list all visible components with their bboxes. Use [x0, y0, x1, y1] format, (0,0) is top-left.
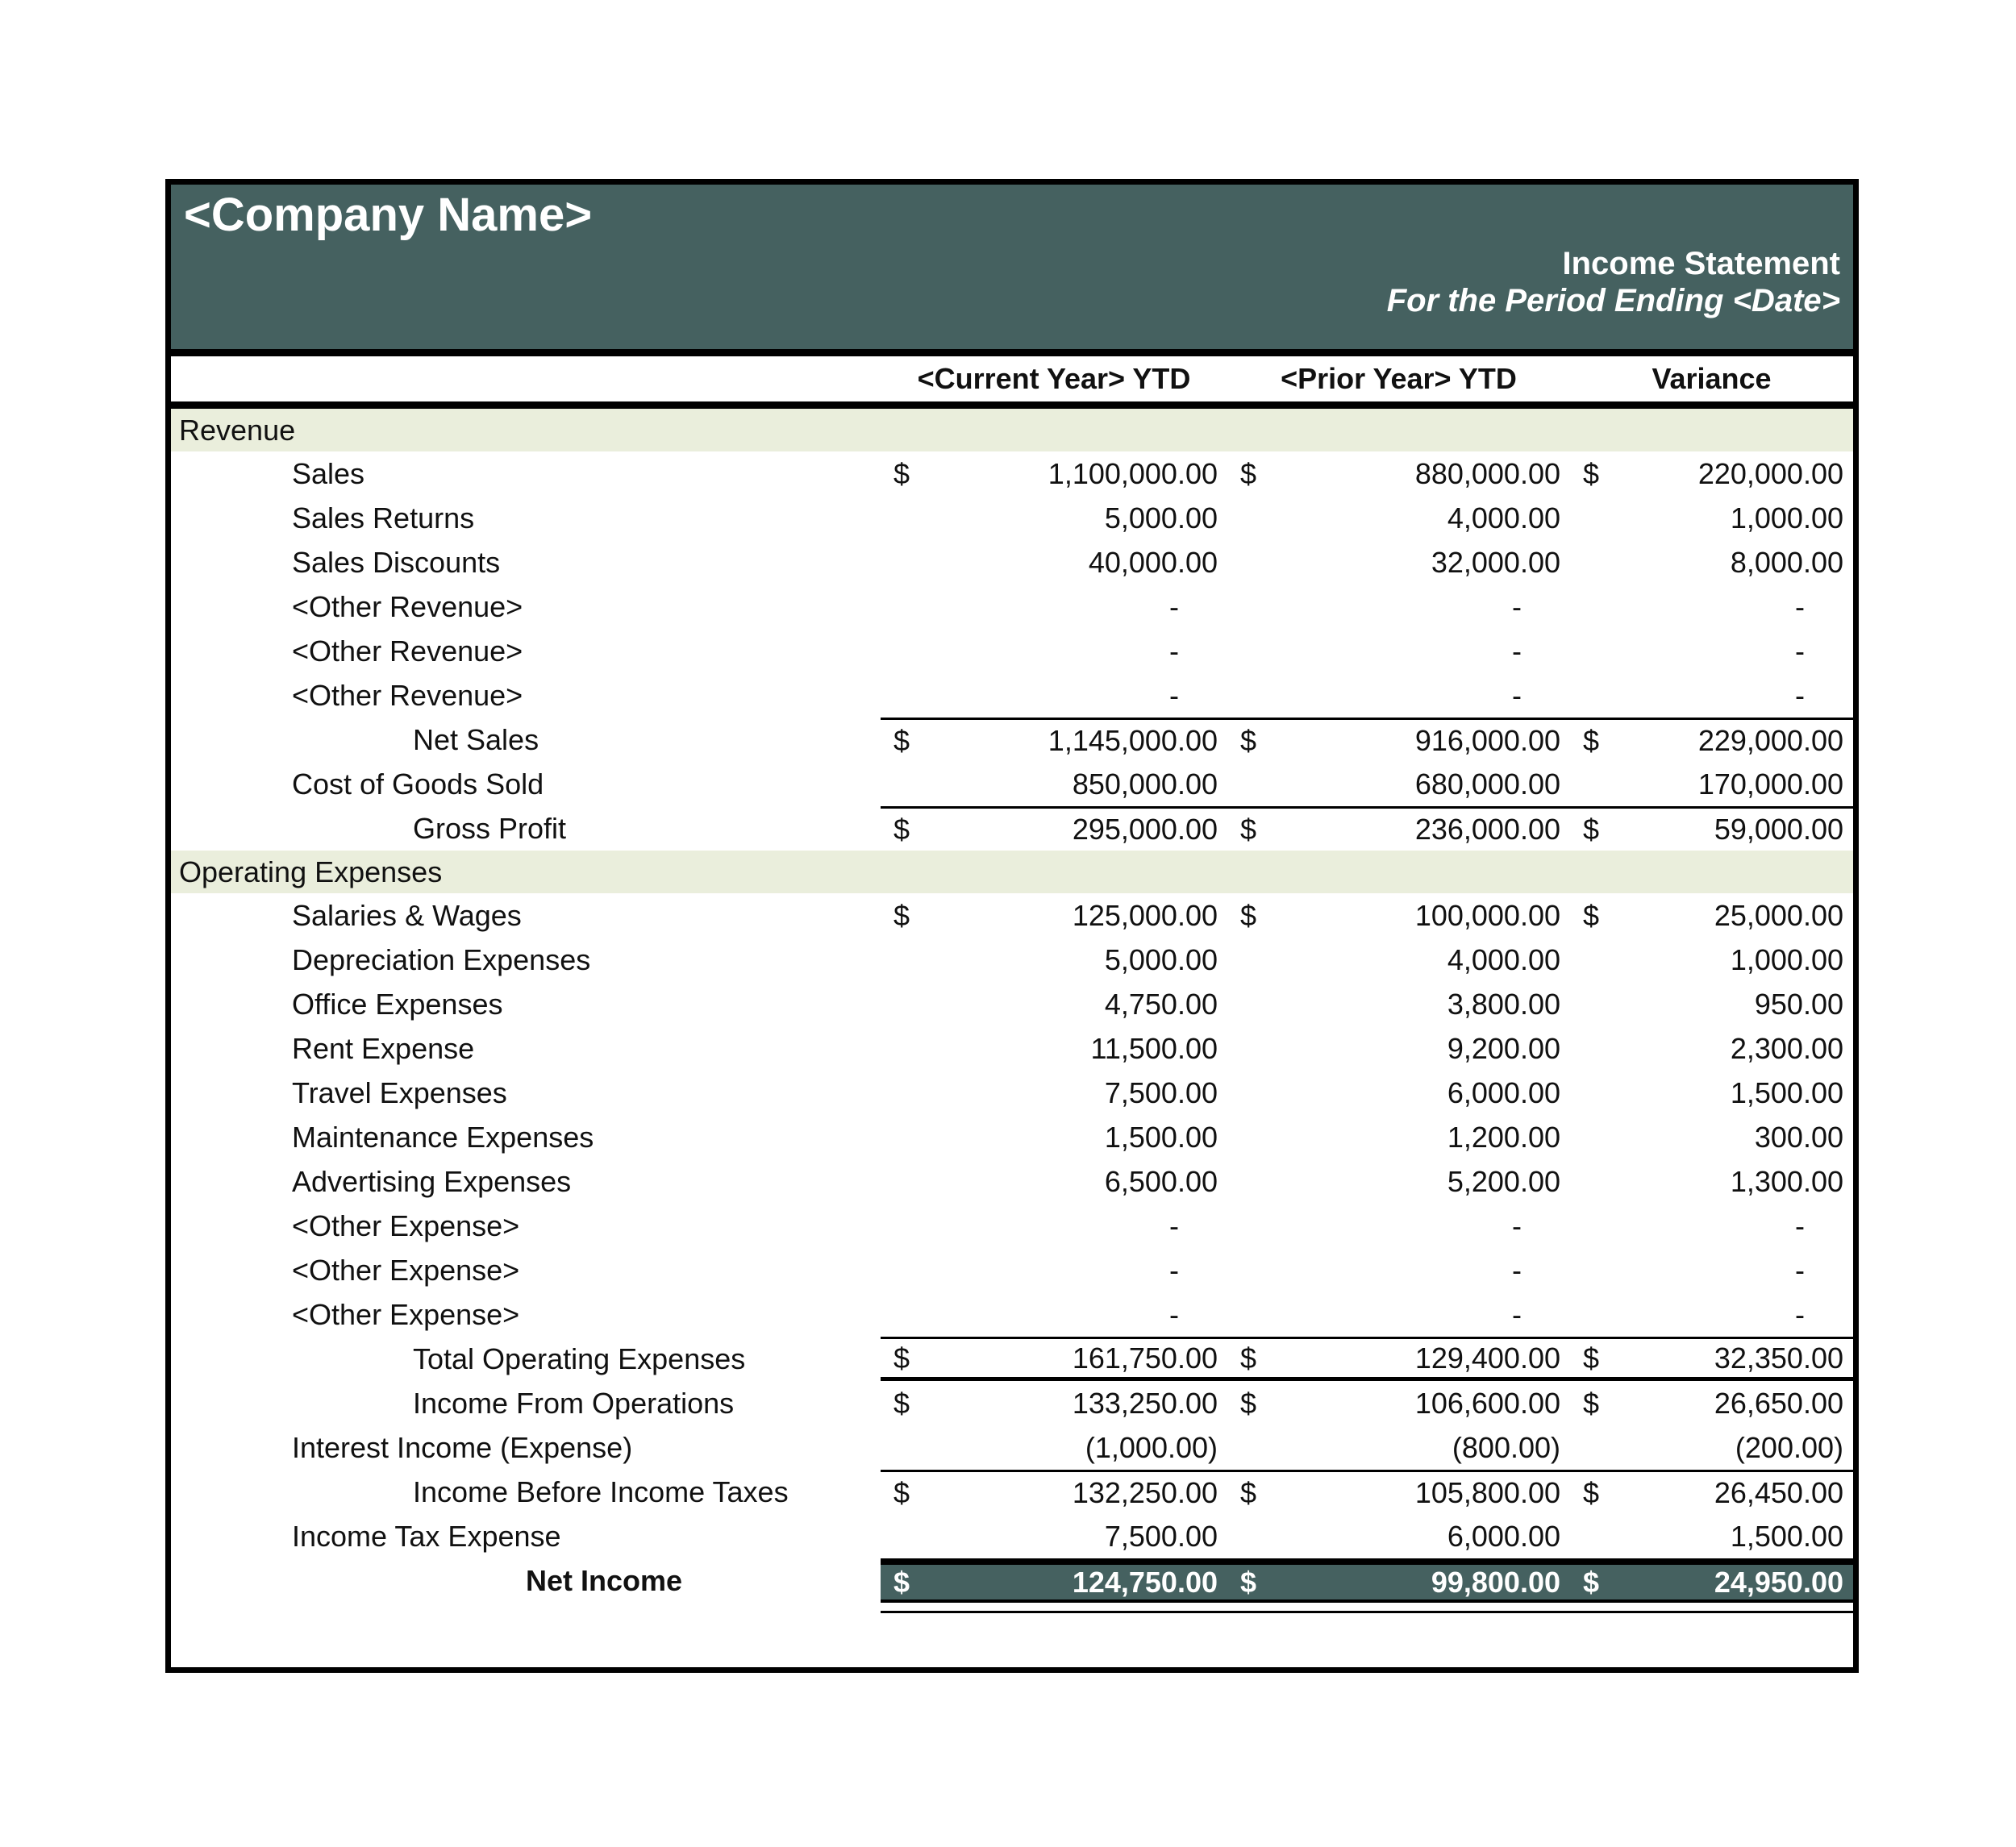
statement-row — [171, 893, 1853, 938]
cell-value: 59,000.00 — [1714, 813, 1843, 846]
cell-value: 133,250.00 — [1072, 1386, 1218, 1420]
cell-value: 5,000.00 — [1104, 501, 1218, 535]
cell-value: 11,500.00 — [1090, 1031, 1218, 1065]
cell-prior-year — [1227, 938, 1570, 982]
cell-variance — [1570, 1159, 1853, 1204]
currency-symbol: $ — [893, 1476, 910, 1509]
cell-value: - — [1512, 634, 1522, 668]
row-label: Depreciation Expenses — [292, 942, 591, 976]
cell-value: 850,000.00 — [1072, 767, 1218, 801]
statement-row — [171, 1425, 1853, 1470]
cell-prior-year — [1227, 1292, 1570, 1337]
statement-row — [171, 1026, 1853, 1071]
row-label: Income Tax Expense — [292, 1519, 561, 1553]
cell-variance — [1570, 982, 1853, 1026]
statement-row — [171, 451, 1853, 496]
cell-current-year — [881, 496, 1227, 540]
cell-value: 1,145,000.00 — [1048, 724, 1218, 757]
cell-prior-year — [1227, 1204, 1570, 1248]
cell-value: - — [1795, 678, 1805, 712]
company-name: <Company Name> — [184, 189, 593, 241]
cell-value: - — [1795, 1253, 1805, 1287]
cell-value: 6,000.00 — [1447, 1519, 1560, 1553]
currency-symbol: $ — [1240, 1476, 1257, 1509]
cell-prior-year — [1227, 540, 1570, 584]
cell-prior-year — [1227, 1425, 1570, 1470]
statement-title: Income Statement — [1562, 245, 1840, 281]
cell-value: - — [1795, 589, 1805, 623]
currency-symbol: $ — [1240, 1341, 1257, 1375]
row-label: <Other Revenue> — [292, 589, 523, 623]
currency-symbol: $ — [1240, 813, 1257, 846]
cell-variance — [1570, 718, 1853, 762]
cell-prior-year — [1227, 893, 1570, 938]
cell-variance — [1570, 1248, 1853, 1292]
cell-variance — [1570, 496, 1853, 540]
cell-prior-year — [1227, 1159, 1570, 1204]
statement-row — [171, 1292, 1853, 1337]
cell-variance — [1570, 938, 1853, 982]
cell-current-year — [881, 629, 1227, 673]
row-label: Office Expenses — [292, 987, 503, 1021]
cell-value: - — [1169, 634, 1179, 668]
currency-symbol: $ — [1583, 813, 1600, 846]
row-label: Income From Operations — [413, 1386, 735, 1420]
statement-row — [171, 1558, 1853, 1603]
cell-value: 40,000.00 — [1088, 545, 1218, 579]
statement-row — [171, 806, 1853, 851]
cell-variance — [1570, 451, 1853, 496]
cell-value: 7,500.00 — [1104, 1075, 1218, 1109]
cell-current-year — [881, 1026, 1227, 1071]
column-header-row — [171, 356, 1853, 409]
cell-value: 5,000.00 — [1104, 942, 1218, 976]
cell-value: 1,000.00 — [1730, 501, 1843, 535]
row-label: Net Sales — [413, 722, 539, 756]
cell-value: (1,000.00) — [1085, 1430, 1218, 1464]
cell-value: 880,000.00 — [1414, 456, 1560, 490]
cell-prior-year — [1227, 584, 1570, 629]
column-header-variance: Variance — [1652, 362, 1772, 395]
currency-symbol: $ — [1240, 898, 1257, 932]
currency-symbol: $ — [893, 1386, 910, 1420]
cell-value: 8,000.00 — [1730, 545, 1843, 579]
cell-value: 950.00 — [1754, 987, 1843, 1021]
cell-current-year — [881, 1558, 1227, 1603]
cell-current-year — [881, 893, 1227, 938]
currency-symbol: $ — [1240, 456, 1257, 490]
currency-symbol: $ — [893, 1341, 910, 1375]
currency-symbol: $ — [1583, 1565, 1600, 1599]
income-statement-sheet — [165, 179, 1859, 1673]
cell-value: 124,750.00 — [1072, 1565, 1218, 1599]
row-label: Gross Profit — [413, 811, 567, 845]
cell-value: 105,800.00 — [1414, 1476, 1560, 1509]
cell-value: 3,800.00 — [1447, 987, 1560, 1021]
cell-value: 236,000.00 — [1414, 813, 1560, 846]
row-label: Net Income — [526, 1563, 683, 1597]
cell-value: - — [1512, 1253, 1522, 1287]
statement-row — [171, 1071, 1853, 1115]
statement-period: For the Period Ending <Date> — [1386, 282, 1840, 318]
cell-value: 6,000.00 — [1447, 1075, 1560, 1109]
cell-variance — [1570, 762, 1853, 806]
cell-value: 32,000.00 — [1431, 545, 1560, 579]
cell-current-year — [881, 1204, 1227, 1248]
cell-value: 161,750.00 — [1072, 1341, 1218, 1375]
cell-value: 1,300.00 — [1730, 1164, 1843, 1198]
cell-value: 7,500.00 — [1104, 1519, 1218, 1553]
statement-rows — [171, 409, 1853, 1667]
cell-prior-year — [1227, 1470, 1570, 1514]
row-label: Total Operating Expenses — [413, 1342, 746, 1375]
cell-prior-year — [1227, 1514, 1570, 1558]
cell-value: 1,100,000.00 — [1048, 456, 1218, 490]
statement-row — [171, 938, 1853, 982]
row-label: Sales — [292, 456, 365, 490]
cell-value: 1,200.00 — [1447, 1120, 1560, 1154]
cell-value: 26,450.00 — [1714, 1476, 1843, 1509]
cell-value: 9,200.00 — [1447, 1031, 1560, 1065]
cell-value: 4,000.00 — [1447, 501, 1560, 535]
cell-variance — [1570, 1204, 1853, 1248]
cell-current-year — [881, 1514, 1227, 1558]
cell-prior-year — [1227, 1071, 1570, 1115]
cell-value: 132,250.00 — [1072, 1476, 1218, 1509]
cell-prior-year — [1227, 496, 1570, 540]
currency-symbol: $ — [1240, 724, 1257, 757]
row-label: <Other Expense> — [292, 1297, 520, 1331]
statement-row — [171, 1159, 1853, 1204]
row-label: Travel Expenses — [292, 1075, 507, 1109]
row-label: Rent Expense — [292, 1031, 475, 1065]
cell-current-year — [881, 1292, 1227, 1337]
currency-symbol: $ — [1240, 1386, 1257, 1420]
cell-value: 99,800.00 — [1431, 1565, 1560, 1599]
row-label: Operating Expenses — [179, 855, 443, 888]
statement-row — [171, 1248, 1853, 1292]
row-label: <Other Revenue> — [292, 634, 523, 668]
cell-value: 100,000.00 — [1414, 898, 1560, 932]
bottom-spacer — [171, 1613, 1853, 1667]
cell-value: (200.00) — [1735, 1430, 1843, 1464]
cell-value: - — [1169, 1253, 1179, 1287]
row-label: Income Before Income Taxes — [413, 1475, 789, 1508]
cell-value: 1,000.00 — [1730, 942, 1843, 976]
cell-current-year — [881, 1470, 1227, 1514]
cell-value: 4,000.00 — [1447, 942, 1560, 976]
cell-prior-year — [1227, 1248, 1570, 1292]
cell-variance — [1570, 1337, 1853, 1381]
cell-variance — [1570, 1292, 1853, 1337]
cell-value: 680,000.00 — [1414, 767, 1560, 801]
cell-current-year — [881, 806, 1227, 851]
cell-variance — [1570, 893, 1853, 938]
statement-row — [171, 1470, 1853, 1514]
cell-value: 1,500.00 — [1104, 1120, 1218, 1154]
cell-variance — [1570, 629, 1853, 673]
cell-current-year — [881, 1115, 1227, 1159]
cell-value: (800.00) — [1452, 1430, 1560, 1464]
statement-row — [171, 1115, 1853, 1159]
cell-variance — [1570, 1381, 1853, 1425]
cell-prior-year — [1227, 629, 1570, 673]
cell-value: - — [1512, 589, 1522, 623]
cell-value: 1,500.00 — [1730, 1075, 1843, 1109]
cell-prior-year — [1227, 1026, 1570, 1071]
cell-value: 1,500.00 — [1730, 1519, 1843, 1553]
cell-value: 26,650.00 — [1714, 1386, 1843, 1420]
cell-value: 220,000.00 — [1697, 456, 1843, 490]
currency-symbol: $ — [893, 813, 910, 846]
cell-variance — [1570, 1514, 1853, 1558]
cell-value: - — [1512, 1208, 1522, 1242]
double-underline-rule — [881, 1603, 1853, 1613]
cell-variance — [1570, 1558, 1853, 1603]
row-label: Sales Discounts — [292, 545, 501, 579]
cell-prior-year — [1227, 718, 1570, 762]
row-label: Maintenance Expenses — [292, 1120, 594, 1154]
cell-variance — [1570, 1115, 1853, 1159]
currency-symbol: $ — [893, 724, 910, 757]
cell-variance — [1570, 1071, 1853, 1115]
cell-variance — [1570, 806, 1853, 851]
cell-prior-year — [1227, 673, 1570, 718]
cell-value: 125,000.00 — [1072, 898, 1218, 932]
cell-variance — [1570, 1026, 1853, 1071]
row-label: Advertising Expenses — [292, 1164, 572, 1198]
cell-current-year — [881, 762, 1227, 806]
cell-value: 916,000.00 — [1414, 724, 1560, 757]
cell-prior-year — [1227, 1558, 1570, 1603]
currency-symbol: $ — [893, 456, 910, 490]
column-header-prior-year: <Prior Year> YTD — [1281, 362, 1517, 395]
cell-prior-year — [1227, 1115, 1570, 1159]
cell-value: 129,400.00 — [1414, 1341, 1560, 1375]
currency-symbol: $ — [1583, 456, 1600, 490]
row-label: <Other Expense> — [292, 1208, 520, 1242]
row-label: <Other Expense> — [292, 1253, 520, 1287]
currency-symbol: $ — [893, 1565, 910, 1599]
statement-row — [171, 1337, 1853, 1381]
cell-current-year — [881, 1337, 1227, 1381]
statement-row — [171, 409, 1853, 451]
cell-variance — [1570, 673, 1853, 718]
currency-symbol: $ — [1583, 1341, 1600, 1375]
cell-value: - — [1512, 1297, 1522, 1331]
cell-current-year — [881, 982, 1227, 1026]
currency-symbol: $ — [1583, 898, 1600, 932]
cell-value: 300.00 — [1754, 1120, 1843, 1154]
statement-row — [171, 982, 1853, 1026]
cell-value: - — [1795, 1297, 1805, 1331]
cell-current-year — [881, 718, 1227, 762]
cell-value: 5,200.00 — [1447, 1164, 1560, 1198]
cell-value: - — [1795, 634, 1805, 668]
cell-value: - — [1169, 589, 1179, 623]
cell-value: 32,350.00 — [1714, 1341, 1843, 1375]
cell-value: - — [1169, 1208, 1179, 1242]
currency-symbol: $ — [893, 898, 910, 932]
cell-variance — [1570, 584, 1853, 629]
cell-current-year — [881, 451, 1227, 496]
cell-value: 229,000.00 — [1697, 724, 1843, 757]
statement-row — [171, 762, 1853, 806]
column-header-current-year: <Current Year> YTD — [917, 362, 1191, 395]
cell-current-year — [881, 1071, 1227, 1115]
statement-row — [171, 496, 1853, 540]
cell-prior-year — [1227, 762, 1570, 806]
row-label: Cost of Goods Sold — [292, 767, 544, 801]
cell-value: 6,500.00 — [1104, 1164, 1218, 1198]
cell-prior-year — [1227, 1381, 1570, 1425]
cell-current-year — [881, 1159, 1227, 1204]
statement-row — [171, 540, 1853, 584]
currency-symbol: $ — [1583, 724, 1600, 757]
statement-row — [171, 673, 1853, 718]
currency-symbol: $ — [1583, 1476, 1600, 1509]
cell-value: 170,000.00 — [1697, 767, 1843, 801]
cell-prior-year — [1227, 1337, 1570, 1381]
row-label: Interest Income (Expense) — [292, 1430, 633, 1464]
cell-current-year — [881, 584, 1227, 629]
currency-symbol: $ — [1240, 1565, 1257, 1599]
statement-row — [171, 1381, 1853, 1425]
cell-current-year — [881, 1248, 1227, 1292]
cell-variance — [1570, 1470, 1853, 1514]
statement-row — [171, 1514, 1853, 1558]
row-label: Revenue — [179, 413, 296, 447]
cell-variance — [1570, 540, 1853, 584]
cell-prior-year — [1227, 982, 1570, 1026]
cell-prior-year — [1227, 451, 1570, 496]
statement-row — [171, 851, 1853, 893]
row-label: Sales Returns — [292, 501, 475, 535]
cell-current-year — [881, 1381, 1227, 1425]
cell-value: - — [1512, 678, 1522, 712]
statement-row — [171, 584, 1853, 629]
cell-variance — [1570, 1425, 1853, 1470]
cell-current-year — [881, 673, 1227, 718]
cell-value: - — [1169, 678, 1179, 712]
cell-prior-year — [1227, 806, 1570, 851]
currency-symbol: $ — [1583, 1386, 1600, 1420]
cell-value: 295,000.00 — [1072, 813, 1218, 846]
statement-row — [171, 629, 1853, 673]
cell-value: 2,300.00 — [1730, 1031, 1843, 1065]
cell-value: 106,600.00 — [1414, 1386, 1560, 1420]
statement-row — [171, 1204, 1853, 1248]
cell-current-year — [881, 540, 1227, 584]
cell-value: 24,950.00 — [1714, 1565, 1843, 1599]
cell-value: - — [1795, 1208, 1805, 1242]
cell-value: - — [1169, 1297, 1179, 1331]
statement-row — [171, 718, 1853, 762]
cell-value: 4,750.00 — [1104, 987, 1218, 1021]
row-label: <Other Revenue> — [292, 678, 523, 712]
cell-current-year — [881, 938, 1227, 982]
row-label: Salaries & Wages — [292, 898, 522, 932]
title-band — [171, 185, 1853, 356]
cell-value: 25,000.00 — [1714, 898, 1843, 932]
cell-current-year — [881, 1425, 1227, 1470]
